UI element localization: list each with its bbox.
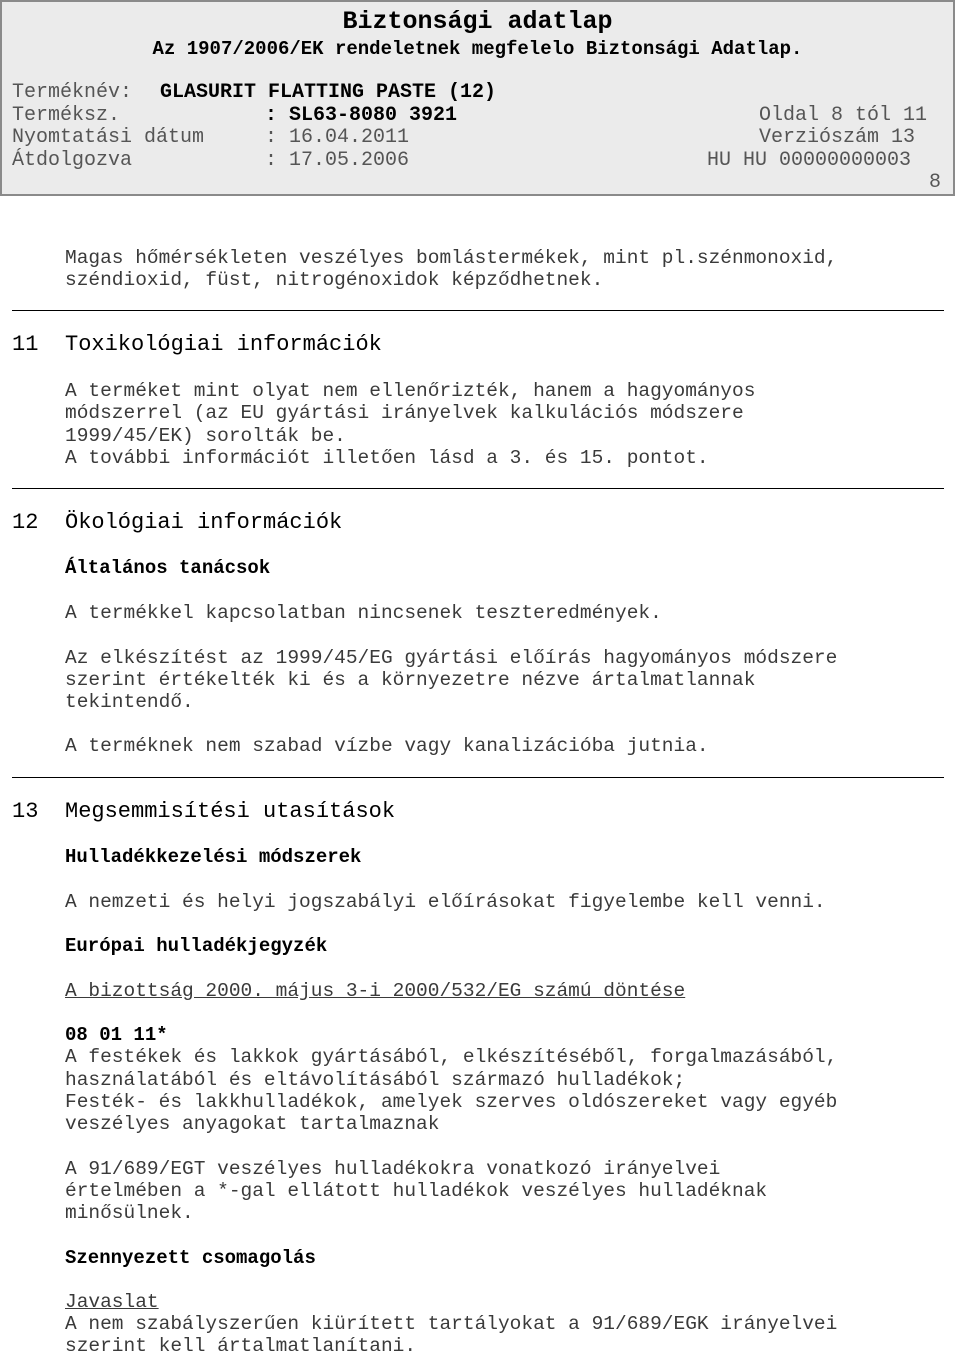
section-11-heading (12, 333, 382, 357)
decision-reference: A bizottság 2000. május 3-i 2000/532/EG számú döntése (65, 980, 686, 1002)
section-number: 12 (12, 510, 39, 535)
document-code-suffix: 8 (929, 171, 942, 194)
section-13-subheading: Hulladékkezelési módszerek (65, 846, 362, 868)
product-number-label: Terméksz. (12, 104, 121, 127)
intro-line-2: széndioxid, füst, nitrogénoxidok képződhetnek. (65, 269, 604, 291)
section-11-line: módszerrel (az EU gyártási irányelvek kalkulációs módszere (65, 402, 744, 424)
product-name-value: GLASURIT FLATTING PASTE (12) (160, 81, 497, 104)
section-12-subheading: Általános tanácsok (65, 557, 271, 579)
page-indicator: Oldal 8 tól 11 (759, 104, 928, 127)
directive-line: A 91/689/EGT veszélyes hulladékokra vonatkozó irányelvei (65, 1158, 721, 1180)
print-date-value: : 16.04.2011 (265, 126, 410, 149)
revised-value: : 17.05.2006 (265, 149, 410, 172)
recommendation-line: A nem szabályszerűen kiürített tartályokat a 91/689/EGK irányelvei (65, 1313, 838, 1335)
section-number: 13 (12, 799, 39, 824)
waste-code-line: veszélyes anyagokat tartalmaznak (65, 1113, 440, 1135)
section-number: 11 (12, 332, 39, 357)
waste-code: 08 01 11* (65, 1024, 168, 1046)
document-subtitle: Az 1907/2006/EK rendeletnek megfelelo Biztonsági Adatlap. (152, 38, 803, 60)
section-13-subheading: Európai hulladékjegyzék (65, 935, 328, 957)
section-divider (12, 488, 944, 489)
section-title: Megsemmisítési utasítások (65, 799, 396, 824)
section-13-heading (12, 800, 395, 824)
product-name-label: Terméknév: (12, 81, 133, 104)
section-divider (12, 310, 944, 311)
section-12-paragraph: A termékkel kapcsolatban nincsenek teszteredmények. (65, 602, 662, 624)
version-number: Verziószám 13 (759, 126, 916, 149)
section-13-paragraph: A nemzeti és helyi jogszabályi előírásokat figyelembe kell venni. (65, 891, 826, 913)
section-divider (12, 777, 944, 778)
document-code: HU HU 00000000003 (707, 149, 912, 172)
section-11-line: 1999/45/EK) sorolták be. (65, 425, 346, 447)
print-date-label: Nyomtatási dátum (12, 126, 205, 149)
section-title: Toxikológiai információk (65, 332, 382, 357)
waste-code-line: Festék- és lakkhulladékok, amelyek szerves oldószereket vagy egyéb (65, 1091, 838, 1113)
recommendation-label: Javaslat (65, 1291, 159, 1313)
document-title: Biztonsági adatlap (342, 7, 613, 36)
intro-line-1: Magas hőmérsékleten veszélyes bomlástermékek, mint pl.szénmonoxid, (65, 247, 838, 269)
directive-line: minősülnek. (65, 1202, 194, 1224)
directive-line: értelmében a *-gal ellátott hulladékok veszélyes hulladéknak (65, 1180, 768, 1202)
section-12-line: szerint értékelték ki és a környezetre nézve ártalmatlannak (65, 669, 756, 691)
revised-label: Átdolgozva (12, 149, 133, 172)
recommendation-line: szerint kell ártalmatlanítani. (65, 1335, 417, 1357)
product-number-value: : SL63-8080 3921 (265, 104, 458, 127)
section-12-line: tekintendő. (65, 691, 194, 713)
section-11-line: A terméket mint olyat nem ellenőrizték, hanem a hagyományos (65, 380, 756, 402)
section-12-paragraph: A terméknek nem szabad vízbe vagy kanalizációba jutnia. (65, 735, 709, 757)
section-12-heading (12, 511, 342, 535)
section-11-line: A további információt illetően lásd a 3. és 15. pontot. (65, 447, 709, 469)
section-13-subheading: Szennyezett csomagolás (65, 1247, 316, 1269)
section-12-line: Az elkészítést az 1999/45/EG gyártási előírás hagyományos módszere (65, 647, 838, 669)
document-header (0, 0, 955, 196)
section-title: Ökológiai információk (65, 510, 343, 535)
waste-code-line: A festékek és lakkok gyártásából, elkészítéséből, forgalmazásából, (65, 1046, 838, 1068)
waste-code-line: használatából és eltávolításából származó hulladékok; (65, 1069, 686, 1091)
